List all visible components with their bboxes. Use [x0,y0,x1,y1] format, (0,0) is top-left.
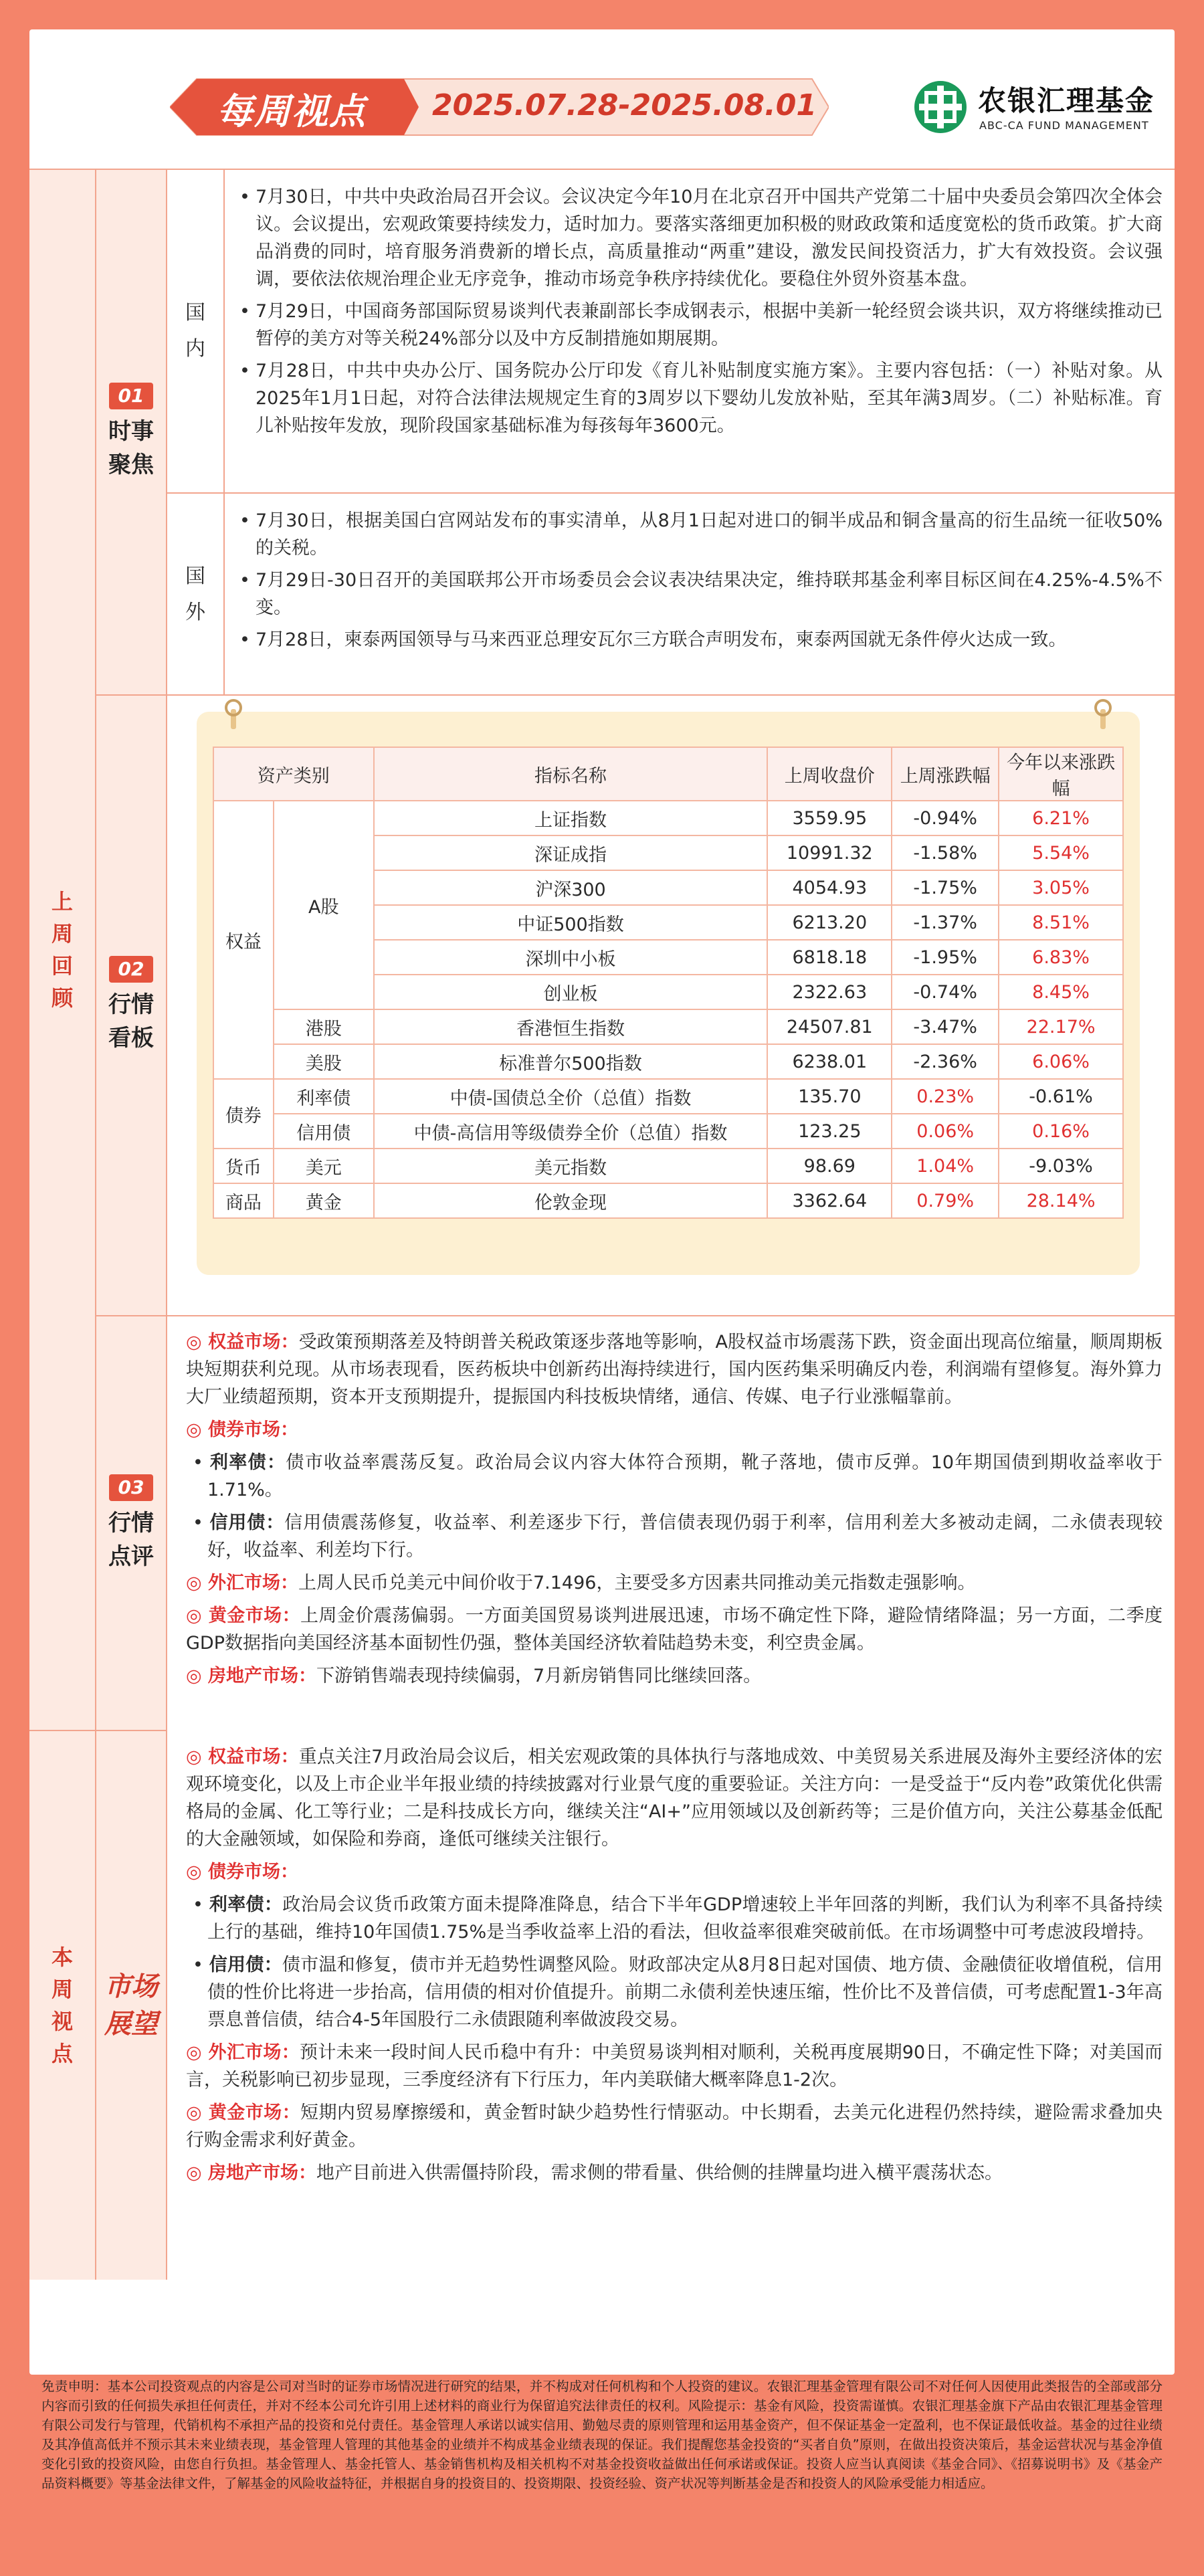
subheading: 信用债： [209,1955,282,1975]
paragraph: 上周人民币兑美元中间价收于7.1496，主要受多方因素共同推动美元指数走强影响。 [298,1573,976,1593]
index-name: 中证500指数 [374,905,768,940]
list-item: • 7月28日，柬泰两国领导与马来西亚总理安瓦尔三方联合声明发布，柬泰两国就无条件停火达成一致。 [239,626,1163,654]
review-rate: • 利率债：债市收益率震荡反复。政治局会议内容大体符合预期，靴子落地，债市反弹。10年期国债到期收益率收于1.71%。 [193,1452,1163,1500]
section-number: 02 [109,956,154,983]
weekly-change: -0.94% [892,801,999,835]
section-this-week [29,1731,1175,2280]
column-header: 资产类别 [213,747,374,801]
outlook-credit: • 信用债：债市温和修复，债市并无趋势性调整风险。财政部决定从8月8日起对国债、地方债、金融债征收增值税，信用债的性价比将进一步抬高，信用债的相对价值提升。前期二永债利差快速压缩，性价比不及普信债，可考虑配置1-3年高票息普信债，结合4-5年国股行二永债跟随利率做波段交易。 [193,1955,1163,2030]
ytd-change: 0.16% [999,1114,1123,1149]
paragraph: 上周金价震荡偏弱。一方面美国贸易谈判进展迅速，市场不确定性下降，避险情绪降温；另一方面，二季度GDP数据指向美国经济基本面韧性仍强，整体美国经济软着陆趋势未变，利空贵金属。 [186,1605,1163,1654]
group-cell: 利率债 [274,1079,374,1114]
subsection-news [96,170,1175,696]
review-text [186,1328,1163,1695]
group-cell: 货币 [213,1149,274,1183]
heading: ◎ 外汇市场： [186,2042,300,2063]
table-header-row [213,747,1123,801]
outlook-real-estate [186,2159,1163,2187]
column-header: 今年以来涨跌幅 [999,747,1123,801]
paragraph: 信用债震荡修复，收益率、利差逐步下行，普信债表现仍弱于利率，信用利差大多被动走阔，二永债表现较好，收益率、利差均下行。 [207,1512,1163,1561]
paragraph: 政治局会议货币政策方面未提降准降息，结合下半年GDP增速较上半年回落的判断，我们认为利率不具备持续上行的基础，维持10年国债1.75%是当季收益率上沿的看法，但收益率很难突破前低。在市场调整中可考虑波段增持。 [207,1894,1163,1943]
close-value: 4054.93 [767,870,892,905]
region-label [167,170,225,492]
close-value: 6238.01 [767,1044,892,1079]
heading: ◎ 房地产市场： [186,2163,316,2183]
index-name: 深圳中小板 [374,940,768,975]
column-header: 上周收盘价 [767,747,892,801]
index-name: 深证成指 [374,835,768,870]
ytd-change: 6.83% [999,940,1123,975]
abc-logo-icon [912,79,969,135]
section-label-text: 上周回顾 [51,889,73,1011]
close-value: 6213.20 [767,905,892,940]
list-item: • 7月30日，根据美国白宫网站发布的事实清单，从8月1日起对进口的铜半成品和铜含量高的衍生品统一征收50%的关税。 [239,507,1163,562]
news-domestic [167,170,1175,494]
section-number: 01 [109,383,154,409]
group-cell: A股 [274,801,374,1009]
list-item: • 7月30日，中共中央政治局召开会议。会议决定今年10月在北京召开中国共产党第二十届中央委员会第四次全体会议。会议提出，宏观政策要持续发力，适时加力。要落实落细更加积极的财政政策和适度宽松的货币政策。扩大商品消费的同时，培育服务消费新的增长点，高质量推动“两重”建设，激发民间投资活力，扩大有效投资。会议强调，要依法依规治理企业无序竞争，推动市场竞争秩序持续优化。要稳住外贸外资基本盘。 [239,183,1163,293]
region-label-text: 国内 [185,301,205,361]
section-last-week [29,170,1175,1731]
subsection-outlook [96,1731,1175,2280]
heading: ◎ 黄金市场： [186,1605,301,1626]
subsection-market-board [96,696,1175,1316]
outlook-content [167,1731,1175,2280]
paragraph: 下游销售端表现持续偏弱，7月新房销售同比继续回落。 [316,1666,762,1686]
index-name: 香港恒生指数 [374,1009,768,1044]
group-cell: 权益 [213,801,274,1079]
ytd-change: 6.06% [999,1044,1123,1079]
subsection-label [96,1316,167,1731]
outlook-rate: • 利率债：政治局会议货币政策方面未提降准降息，结合下半年GDP增速较上半年回落的判断，我们认为利率不具备持续上行的基础，维持10年国债1.75%是当季收益率上沿的看法，但收益率很难突破前低。在市场调整中可考虑波段增持。 [193,1894,1163,1943]
heading: ◎ 外汇市场： [186,1573,298,1593]
region-label-text: 国外 [185,565,205,624]
section-label-text: 本周视点 [51,1945,73,2066]
outlook-fx [186,2039,1163,2094]
news-list [239,183,1163,444]
paragraph: 短期内贸易摩擦缓和，黄金暂时缺少趋势性行情驱动。中长期看，去美元化进程仍然持续，避险需求叠加央行购金需求利好黄金。 [186,2102,1163,2151]
subsection-title: 行情点评 [108,1510,154,1570]
paragraph: 债市收益率震荡反复。政治局会议内容大体符合预期，靴子落地，债市反弹。10年期国债到期收益率收于1.71%。 [207,1452,1163,1500]
close-value: 135.70 [767,1079,892,1114]
group-cell: 港股 [274,1009,374,1044]
ytd-change: -9.03% [999,1149,1123,1183]
table-row [213,1183,1123,1218]
review-fx [186,1569,1163,1597]
paragraph: 重点关注7月政治局会议后，相关宏观政策的具体执行与落地成效、中美贸易关系进展及海外主要经济体的宏观环境变化，以及上市企业半年报业绩的持续披露对行业景气度的重要验证。关注方向：一是受益于“反内卷”政策优化供需格局的金属、化工等行业；二是科技成长方向，继续关注“AI+”应用领域以及创新药等；三是价值方向，关注公募基金低配的大金融领域，如保险和券商，逢低可继续关注银行。 [186,1747,1163,1850]
weekly-change: -2.36% [892,1044,999,1079]
list-item: • 7月28日，中共中央办公厅、国务院办公厅印发《育儿补贴制度实施方案》。主要内容包括：（一）补贴对象。从2025年1月1日起，对符合法律法规规定生育的3周岁以下婴幼儿发放补贴，至其年满3周岁。（二）补贴标准。育儿补贴按年发放，现阶段国家基础标准为每孩每年3600元。 [239,357,1163,439]
review-equity [186,1328,1163,1411]
weekly-change: -0.74% [892,975,999,1009]
market-content [167,696,1175,1315]
heading: ◎ 权益市场： [186,1747,299,1767]
section-label [29,170,96,1730]
list-item: • 7月29日-30日召开的美国联邦公开市场委员会会议表决结果决定，维持联邦基金利率目标区间在4.25%-4.5%不变。 [239,567,1163,621]
weekly-change: -3.47% [892,1009,999,1044]
index-name: 上证指数 [374,801,768,835]
weekly-change: -1.75% [892,870,999,905]
group-cell: 黄金 [274,1183,374,1218]
review-bond [186,1416,1163,1444]
heading: ◎ 权益市场： [186,1332,299,1353]
report-title: 每周视点 [217,90,367,132]
subsection-label [96,1731,167,2280]
index-name: 中债-高信用等级债券全价（总值）指数 [374,1114,768,1149]
group-cell: 债券 [213,1079,274,1149]
outlook-gold [186,2099,1163,2154]
close-value: 24507.81 [767,1009,892,1044]
heading: ◎ 房地产市场： [186,1666,316,1686]
group-cell: 商品 [213,1183,274,1218]
close-value: 98.69 [767,1149,892,1183]
table-row [213,1114,1123,1149]
close-value: 10991.32 [767,835,892,870]
close-value: 3362.64 [767,1183,892,1218]
news-foreign [167,494,1175,696]
report-card [29,29,1175,2375]
index-name: 标准普尔500指数 [374,1044,768,1079]
header [29,29,1175,169]
index-name: 沪深300 [374,870,768,905]
pin-icon [1090,698,1116,730]
brand-name-en: ABC-CA FUND MANAGEMENT [979,119,1149,132]
subsection-label [96,696,167,1315]
paragraph: 预计未来一段时间人民币稳中有升：中美贸易谈判相对顺利，关税再度展期90日，不确定性下降；对美国而言，关税影响已初步显现，三季度经济有下行压力，年内美联储大概率降息1-2次。 [186,2042,1163,2090]
market-board [197,712,1140,1275]
table-row [213,1149,1123,1183]
date-range: 2025.07.28-2025.08.01 [432,88,817,122]
heading: ◎ 黄金市场： [186,2102,301,2123]
subsection-title: 行情看板 [108,991,154,1052]
table-row [213,801,1123,835]
weekly-change: 1.04% [892,1149,999,1183]
weekly-change: 0.79% [892,1183,999,1218]
paragraph: 受政策预期落差及特朗普关税政策逐步落地等影响，A股权益市场震荡下跌，资金面出现高位缩量，顺周期板块短期获利兑现。从市场表现看，医药板块中创新药出海持续进行，国内医药集采明确反内卷，利润端有望修复。海外算力大厂业绩超预期，资本开支预期提升，提振国内科技板块情绪，通信、传媒、电子行业涨幅靠前。 [186,1332,1163,1407]
weekly-change: -1.95% [892,940,999,975]
content-frame [29,169,1175,2183]
review-credit: • 信用债：信用债震荡修复，收益率、利差逐步下行，普信债表现仍弱于利率，信用利差大多被动走阔，二永债表现较好，收益率、利差均下行。 [193,1512,1163,1561]
news-content [167,170,1175,694]
group-cell: 美股 [274,1044,374,1079]
outlook-equity [186,1743,1163,1853]
subheading: 信用债： [209,1512,285,1533]
column-header: 指标名称 [374,747,768,801]
subsection-label [96,170,167,694]
group-cell: 美元 [274,1149,374,1183]
ytd-change: 28.14% [999,1183,1123,1218]
ytd-change: 22.17% [999,1009,1123,1044]
index-name: 中债-国债总全价（总值）指数 [374,1079,768,1114]
subsection-title: 市场展望 [104,1971,158,2040]
title-banner [170,75,829,139]
heading: ◎ 债券市场： [186,1862,298,1882]
outlook-text [186,1743,1163,2192]
paragraph: 债市温和修复，债市并无趋势性调整风险。财政部决定从8月8日起对国债、地方债、金融债征收增值税，信用债的性价比将进一步抬高，信用债的相对价值提升。前期二永债利差快速压缩，性价比不及普信债，可考虑配置1-3年高票息普信债，结合4-5年国股行二永债跟随利率做波段交易。 [207,1955,1163,2030]
ytd-change: 8.45% [999,975,1123,1009]
section-label [29,1731,96,2280]
subheading: 利率债： [209,1894,283,1915]
index-name: 美元指数 [374,1149,768,1183]
weekly-change: -1.58% [892,835,999,870]
brand-name: 农银汇理基金 [978,84,1155,117]
list-item: • 7月29日，中国商务部国际贸易谈判代表兼副部长李成钢表示，根据中美新一轮经贸会谈共识，双方将继续推动已暂停的美方对等关税24%部分以及中方反制措施如期展期。 [239,298,1163,353]
section-number: 03 [109,1474,154,1501]
news-list [239,507,1163,658]
outlook-bond [186,1858,1163,1886]
close-value: 2322.63 [767,975,892,1009]
review-real-estate [186,1662,1163,1690]
weekly-change: -1.37% [892,905,999,940]
market-table [213,747,1124,1219]
index-name: 伦敦金现 [374,1183,768,1218]
paragraph: 地产目前进入供需僵持阶段，需求侧的带看量、供给侧的挂牌量均进入横平震荡状态。 [316,2163,1003,2183]
review-gold [186,1602,1163,1657]
index-name: 创业板 [374,975,768,1009]
heading: ◎ 债券市场： [186,1419,298,1440]
subheading: 利率债： [209,1452,286,1473]
ytd-change: 5.54% [999,835,1123,870]
close-value: 3559.95 [767,801,892,835]
ytd-change: 6.21% [999,801,1123,835]
review-content [167,1316,1175,1731]
ytd-change: 3.05% [999,870,1123,905]
table-row [213,1079,1123,1114]
close-value: 123.25 [767,1114,892,1149]
region-label [167,494,225,696]
subsection-title: 时事聚焦 [108,418,154,478]
group-cell: 信用债 [274,1114,374,1149]
weekly-change: 0.06% [892,1114,999,1149]
brand-logo [912,75,1160,142]
weekly-change: 0.23% [892,1079,999,1114]
subsection-review [96,1316,1175,1731]
column-header: 上周涨跌幅 [892,747,999,801]
pin-icon [221,698,246,730]
table-row [213,1009,1123,1044]
table-row [213,1044,1123,1079]
disclaimer: 免责申明：基本公司投资观点的内容是公司对当时的证券市场情况进行研究的结果，并不构成对任何机构和个人投资的建议。农银汇理基金管理有限公司不对任何人因使用此类报告的全部或部分内容而引致的任何损失承担任何责任，并对不经本公司允许引用上述材料的商业行为保留追究法律责任的权利。风险提示：基金有风险，投资需谨慎。农银汇理基金旗下产品由农银汇理基金管理有限公司发行与管理，代销机构不承担产品的投资和兑付责任。基金管理人承诺以诚实信用、勤勉尽责的原则管理和运用基金资产，但不保证基金一定盈利，也不保证最低收益。基金的过往业绩及其净值高低并不预示其未来业绩表现，基金管理人管理的其他基金的业绩并不构成基金业绩表现的保证。我们提醒您基金投资的“买者自负”原则，在做出投资决策后，基金运营状况与基金净值变化引致的投资风险，由您自行负担。基金管理人、基金托管人、基金销售机构及相关机构不对基金投资收益做出任何承诺或保证。投资人应当认真阅读《基金合同》、《招募说明书》及《基金产品资料概要》等基金法律文件，了解基金的风险收益特征，并根据自身的投资目的、投资期限、投资经验、资产状况等判断基金是否和投资人的风险承受能力相适应。 [41,2379,1163,2491]
ytd-change: -0.61% [999,1079,1123,1114]
close-value: 6818.18 [767,940,892,975]
ytd-change: 8.51% [999,905,1123,940]
